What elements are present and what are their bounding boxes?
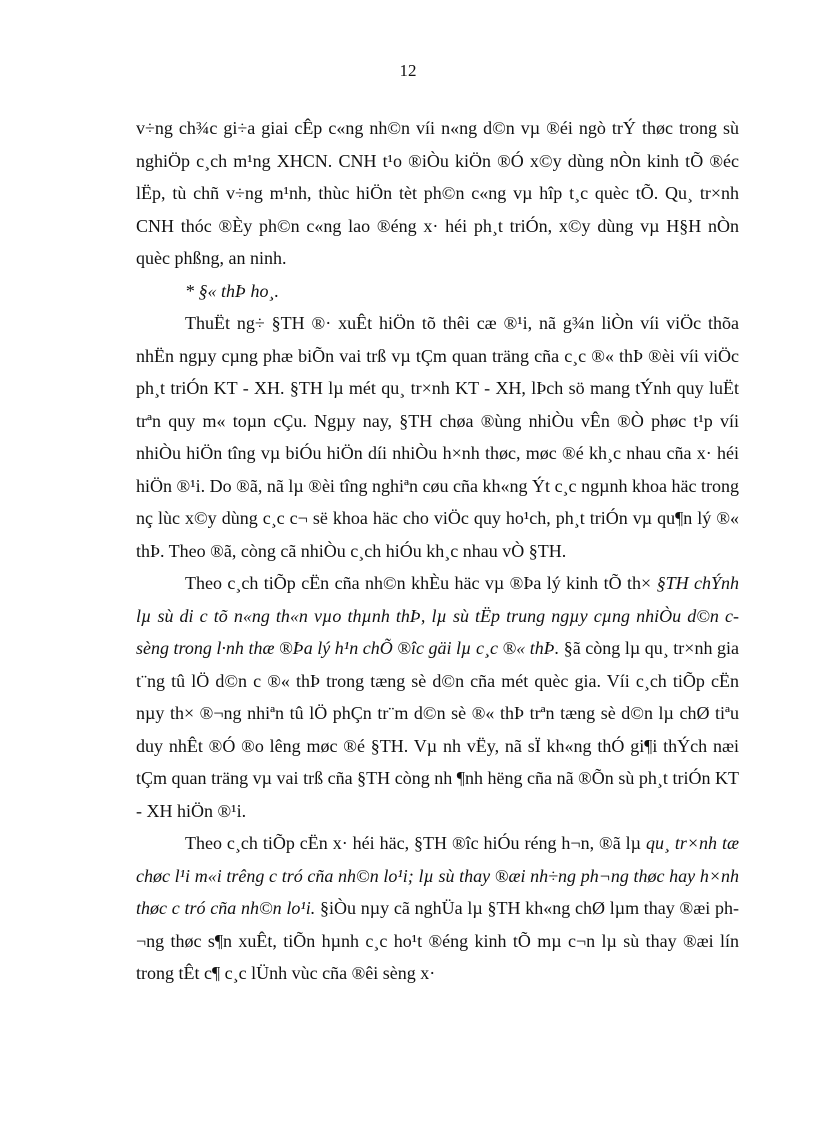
page-text: [136, 112, 739, 990]
page-number: 12: [399, 61, 417, 80]
text-segment: §iÒu nµy cã nghÜa lµ §TH kh«ng chØ lµm thay ®æi ph¬ng thøc s¶n xuÊt, tiÕn hµnh c¸c ho¹t ®éng kinh tÕ mµ c¬n lµ sù thay ®æi lín trong tÊt c¶ c¸c lÜnh vùc cña ®êi sèng x·: [136, 898, 739, 983]
paragraph: [136, 827, 739, 990]
paragraph: [136, 567, 739, 827]
text-segment: Theo c¸ch tiÕp cËn x· héi häc, §TH ®îc hiÓu réng h¬n, ®ã lµ: [185, 833, 646, 853]
text-segment: Theo c¸ch tiÕp cËn cña nh©n khÈu häc vµ ®Þa lý kinh tÕ th×: [185, 573, 657, 593]
text-segment: v÷ng ch¾c gi÷a giai cÊp c«ng nh©n víi n«ng d©n vµ ®éi ngò trÝ thøc trong sù nghiÖp c¸ch m¹ng XHCN. CNH t¹o ®iÒu kiÖn ®Ó x©y dùng nÒn kinh tÕ ®éc lËp, tù chñ v÷ng m¹nh, thùc hiÖn tèt ph©n c«ng vµ hîp t¸c quèc tÕ. Qu¸ tr×nh CNH thóc ®Èy ph©n c«ng lao ®éng x· héi ph¸t triÓn, x©y dùng vµ H§H nÒn quèc phßng, an ninh.: [136, 118, 739, 268]
text-segment: ThuËt ng÷ §TH ®· xuÊt hiÖn tõ thêi cæ ®¹i, nã g¾n liÒn víi viÖc thõa nhËn ngµy cµng phæ biÕn vai trß vµ tÇm quan träng cña c¸c ®« thÞ ®èi víi viÖc ph¸t triÓn KT - XH. §TH lµ mét qu¸ tr×nh KT - XH, lÞch sö mang tÝnh quy luËt trªn quy m« toµn cÇu. Ngµy nay, §TH chøa ®ùng nhiÒu vÊn ®Ò phøc t¹p víi nhiÒu hiÖn tîng vµ biÓu hiÖn díi nhiÒu h×nh thøc, møc ®é kh¸c nhau cña x· héi hiÖn ®¹i. Do ®ã, nã lµ ®èi tîng nghiªn cøu cña kh«ng Ýt c¸c ngµnh khoa häc trong nç lùc x©y dùng c¸c c¬ së khoa häc cho viÖc quy ho¹ch, ph¸t triÓn vµ qu¶n lý ®« thÞ. Theo ®ã, còng cã nhiÒu c¸ch hiÓu kh¸c nhau vÒ §TH.: [136, 313, 739, 561]
heading-text: * §« thÞ ho¸.: [185, 280, 279, 301]
italic-definition: qu¸ tr×nh tæ chøc l¹i m«i trêng c tró cña nh©n lo¹i; lµ sù thay ®æi nh÷ng ph¬ng thøc hay h×nh thøc c tró cña nh©n lo¹i.: [136, 833, 739, 918]
italic-definition: §TH chÝnh lµ sù di c tõ n«ng th«n vµo thµnh thÞ, lµ sù tËp trung ngµy cµng nhiÒu d©n c sèng trong l·nh thæ ®Þa lý h¹n chÕ ®îc gäi lµ c¸c ®« thÞ.: [136, 573, 739, 658]
text-segment: §ã còng lµ qu¸ tr×nh gia t¨ng tû lÖ d©n c ®« thÞ trong tæng sè d©n cña mét quèc gia. Víi c¸ch tiÕp cËn nµy th× ®¬ng nhiªn tû lÖ phÇn tr¨m d©n sè ®« thÞ trªn tæng sè d©n lµ chØ tiªu duy nhÊt ®Ó ®o lêng møc ®é §TH. Vµ nh vËy, nã sÏ kh«ng thÓ gi¶i thÝch næi tÇm quan träng vµ vai trß cña §TH còng nh ¶nh hëng cña nã ®Õn sù ph¸t triÓn KT - XH hiÖn ®¹i.: [136, 638, 739, 821]
paragraph: [136, 307, 739, 567]
section-heading: [136, 275, 739, 308]
paragraph: [136, 112, 739, 275]
